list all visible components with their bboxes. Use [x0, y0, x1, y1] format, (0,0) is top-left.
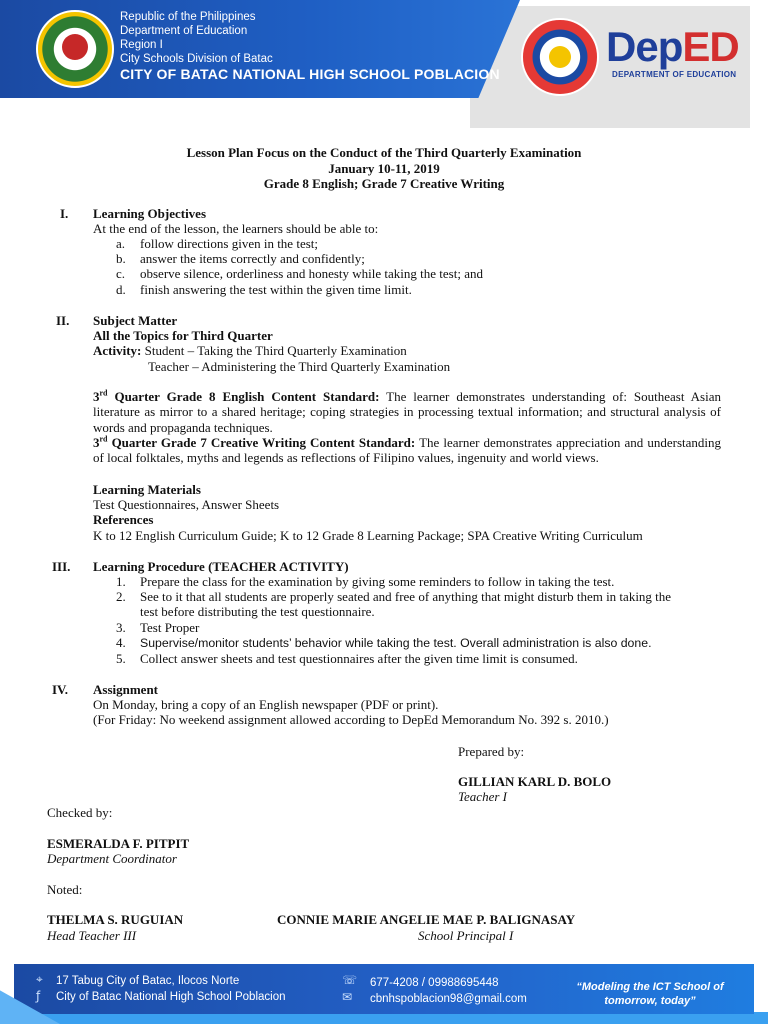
activity-student: Student – Taking the Third Quarterly Examination: [141, 343, 407, 358]
phone-icon: ☏: [342, 973, 358, 987]
section-number: II.: [56, 313, 70, 328]
noter1-name: THELMA S. RUGUIAN: [47, 912, 184, 927]
list-text: Collect answer sheets and test questionnaires after the given time limit is consumed.: [140, 651, 578, 666]
list-item: [116, 604, 375, 619]
materials-heading: Learning Materials: [93, 482, 201, 497]
footer-email: cbnhspoblacion98@gmail.com: [370, 993, 527, 1005]
list-item: [116, 651, 578, 666]
standard-text: The learner demonstrates appreciation and understanding of local folktales, myths and legends as reflections of Filipino values, ingenuity and world views.: [93, 435, 721, 466]
list-text: answer the items correctly and confidently;: [140, 251, 365, 266]
list-text: Supervise/monitor students’ behavior while taking the test. Overall administration is also done.: [140, 636, 652, 650]
school-name: CITY OF BATAC NATIONAL HIGH SCHOOL POBLACION: [120, 66, 500, 82]
list-text: follow directions given in the test;: [140, 236, 318, 251]
deped-logo-dep: Dep: [606, 23, 683, 70]
list-item: [116, 574, 614, 589]
section-heading: Learning Objectives: [93, 206, 207, 221]
list-text: See to it that all students are properly seated and free of anything that might disturb them in taking the: [140, 589, 672, 604]
list-item: [116, 620, 199, 635]
motto-line: tomorrow, today”: [604, 995, 696, 1007]
list-marker: 5.: [116, 651, 126, 666]
activity-teacher: Teacher – Administering the Third Quarterly Examination: [148, 359, 451, 374]
motto-line: “Modeling the ICT School of: [576, 981, 724, 993]
list-marker: d.: [116, 282, 126, 297]
list-text: Test Proper: [140, 620, 200, 635]
list-marker: 1.: [116, 574, 126, 589]
email-icon: ✉: [342, 990, 353, 1004]
list-text: test before distributing the test questionnaire.: [140, 604, 375, 619]
list-marker: b.: [116, 251, 126, 266]
deped-logo-ed: ED: [682, 23, 739, 70]
list-item: [116, 236, 318, 251]
title-line: Lesson Plan Focus on the Conduct of the Third Quarterly Examination: [186, 145, 582, 160]
letterhead-line: Region I: [120, 39, 163, 51]
noter2-name: CONNIE MARIE ANGELIE MAE P. BALIGNASAY: [277, 912, 576, 927]
section-heading: Subject Matter: [93, 313, 178, 328]
footer-motto: [560, 980, 740, 1008]
section-heading: Assignment: [93, 682, 159, 697]
section-number: III.: [52, 559, 71, 574]
footer-address: 17 Tabug City of Batac, Ilocos Norte: [56, 975, 240, 987]
topics-heading: All the Topics for Third Quarter: [93, 328, 273, 343]
noter1-title: Head Teacher III: [47, 928, 137, 943]
deped-logo: [606, 23, 739, 70]
checker-name: ESMERALDA F. PITPIT: [47, 836, 190, 851]
preparer-name: GILLIAN KARL D. BOLO: [458, 774, 612, 789]
list-item: [116, 589, 671, 604]
ordinal-suffix: rd: [99, 434, 108, 444]
list-item: [116, 635, 652, 651]
list-marker: 3.: [116, 620, 126, 635]
section-number: I.: [60, 206, 69, 221]
title-line: Grade 8 English; Grade 7 Creative Writing: [263, 176, 505, 191]
list-marker: c.: [116, 266, 126, 281]
standard-label: Quarter Grade 8 English Content Standard:: [107, 389, 380, 404]
letterhead-lines: [120, 10, 273, 66]
objectives-intro: At the end of the lesson, the learners should be able to:: [93, 221, 379, 236]
list-text: finish answering the test within the given time limit.: [140, 282, 412, 297]
activity-line: [93, 343, 407, 358]
facebook-icon: ƒ: [36, 989, 41, 1003]
materials-text: Test Questionnaires, Answer Sheets: [93, 497, 280, 512]
list-text: observe silence, orderliness and honesty while taking the test; and: [140, 266, 483, 281]
footer-facebook: City of Batac National High School Poblacion: [56, 991, 286, 1003]
standard-text: The learner demonstrates understanding of: Southeast Asian literature as mirror to a shared heritage; coping strategies in processing textual information; and structural analysis of words and propaganda techniques.: [93, 389, 722, 435]
section-heading: Learning Procedure (TEACHER ACTIVITY): [93, 559, 349, 574]
letterhead-line: Republic of the Philippines: [120, 11, 256, 23]
letterhead: [0, 0, 768, 128]
grade8-content-standard: 3rd Quarter Grade 8 English Content Standard: The learner demonstrates understanding of: Southeast Asian literature as mirror to a shared heritage; coping strategies in processing textual information; and structural analysis of words and propaganda techniques.: [93, 388, 722, 435]
letterhead-line: Department of Education: [120, 25, 248, 37]
location-pin-icon: ⌖: [36, 972, 43, 986]
division-seal-icon: [521, 18, 599, 96]
section-number: IV.: [52, 682, 69, 697]
standard-label: Quarter Grade 7 Creative Writing Content Standard:: [107, 435, 416, 450]
ordinal-suffix: rd: [99, 388, 108, 398]
list-item: [116, 251, 365, 266]
footer-phone: 677-4208 / 09988695448: [370, 977, 499, 989]
preparer-title: Teacher I: [458, 789, 507, 804]
title-line: January 10-11, 2019: [328, 160, 440, 176]
references-heading: References: [93, 512, 154, 527]
assignment-line: (For Friday: No weekend assignment allowed according to DepEd Memorandum No. 392 s. 2010.): [93, 712, 609, 727]
school-seal-icon: [36, 10, 114, 88]
list-marker: 2.: [116, 589, 126, 604]
prepared-by-label: Prepared by:: [458, 744, 525, 759]
deped-logo-subtitle: DEPARTMENT OF EDUCATION: [612, 70, 737, 79]
noted-label: Noted:: [47, 882, 83, 897]
checker-title: Department Coordinator: [47, 851, 177, 866]
letterhead-line: City Schools Division of Batac: [120, 53, 273, 65]
checked-by-label: Checked by:: [47, 805, 113, 820]
list-item: [116, 266, 483, 281]
list-text: Prepare the class for the examination by giving some reminders to follow in taking the test.: [140, 574, 615, 589]
footer-band: [0, 964, 768, 1024]
assignment-line: On Monday, bring a copy of an English newspaper (PDF or print).: [93, 697, 439, 712]
grade7-content-standard: 3rd Quarter Grade 7 Creative Writing Content Standard: The learner demonstrates appreciation and understanding of local folktales, myths and legends as reflections of Filipino values, ingenuity and world views.: [93, 434, 721, 466]
list-marker: a.: [116, 236, 126, 251]
activity-label: Activity:: [93, 343, 142, 358]
list-item: [116, 282, 412, 297]
noter2-title: School Principal I: [418, 928, 514, 943]
list-marker: 4.: [116, 635, 126, 650]
references-text: K to 12 English Curriculum Guide; K to 12 Grade 8 Learning Package; SPA Creative Writing Curriculum: [93, 528, 643, 543]
document-title: [0, 145, 768, 192]
